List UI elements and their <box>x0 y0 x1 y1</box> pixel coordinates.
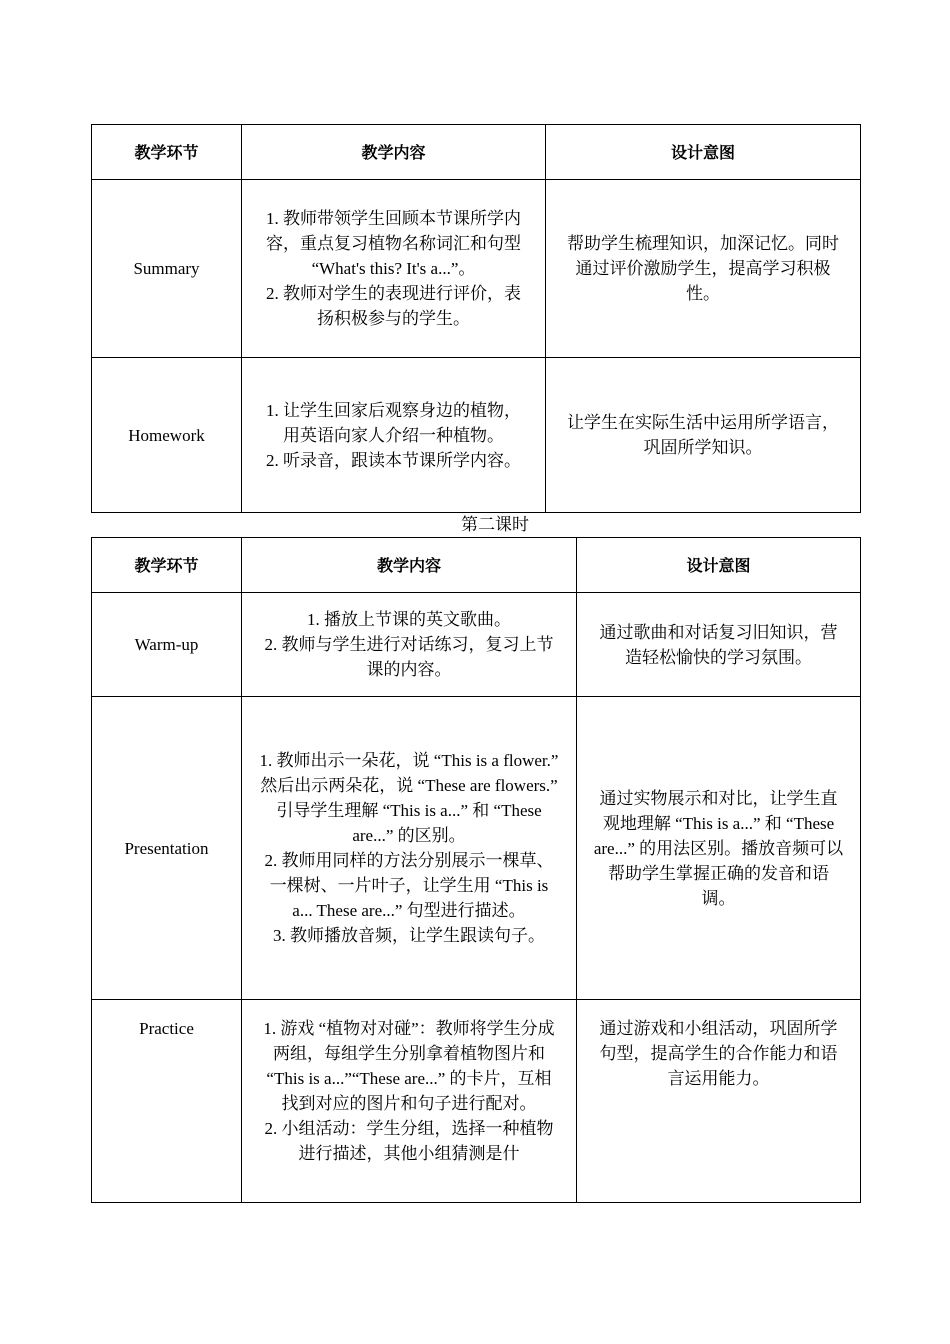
stage-cell: Summary <box>92 180 242 358</box>
table-row <box>92 593 861 697</box>
header-intent: 设计意图 <box>577 538 861 593</box>
content-item: 2. 听录音，跟读本节课所学内容。 <box>266 450 521 470</box>
table-row <box>92 358 861 513</box>
header-intent: 设计意图 <box>546 125 861 180</box>
content-cell <box>242 697 577 1000</box>
intent-cell: 帮助学生梳理知识，加深记忆。同时通过评价激励学生，提高学习积极性。 <box>546 180 861 358</box>
stage-cell: Warm-up <box>92 593 242 697</box>
content-item: 2. 教师与学生进行对话练习，复习上节课的内容。 <box>264 635 554 679</box>
intent-cell: 让学生在实际生活中运用所学语言，巩固所学知识。 <box>546 358 861 513</box>
stage-cell: Practice <box>92 1000 242 1203</box>
content-item: 3. 教师播放音频，让学生跟读句子。 <box>273 926 545 945</box>
intent-cell: 通过游戏和小组活动，巩固所学句型，提高学生的合作能力和语言运用能力。 <box>577 1000 861 1203</box>
content-item: 2. 教师对学生的表现进行评价，表扬积极参与的学生。 <box>266 284 521 328</box>
content-item: 2. 小组活动：学生分组，选择一种植物进行描述，其他小组猜测是什 <box>264 1119 554 1163</box>
header-stage: 教学环节 <box>92 538 242 593</box>
content-cell <box>242 358 546 513</box>
content-cell <box>242 1000 577 1203</box>
header-content: 教学内容 <box>242 125 546 180</box>
lesson-table-2 <box>91 537 861 1203</box>
intent-cell: 通过实物展示和对比，让学生直观地理解 “This is a...” 和 “These are...” 的用法区别。播放音频可以帮助学生掌握正确的发音和语调。 <box>577 697 861 1000</box>
content-item: 1. 教师出示一朵花，说 “This is a flower.” 然后出示两朵花，说 “These are flowers.” 引导学生理解 “This is a...” 和 “These are...” 的区别。 <box>259 751 559 845</box>
content-cell <box>242 593 577 697</box>
header-stage: 教学环节 <box>92 125 242 180</box>
content-item: 1. 游戏 “植物对对碰”：教师将学生分成两组，每组学生分别拿着植物图片和 “This is a...”“These are...” 的卡片，互相找到对应的图片和句子进行配对。 <box>263 1019 555 1113</box>
section-caption: 第二课时 <box>461 515 529 534</box>
table-row <box>92 1000 861 1203</box>
intent-cell: 通过歌曲和对话复习旧知识，营造轻松愉快的学习氛围。 <box>577 593 861 697</box>
table-header-row <box>92 125 861 180</box>
content-item: 2. 教师用同样的方法分别展示一棵草、一棵树、一片叶子，让学生用 “This is a... These are...” 句型进行描述。 <box>264 851 554 920</box>
header-content: 教学内容 <box>242 538 577 593</box>
table-row <box>92 180 861 358</box>
table-row <box>92 697 861 1000</box>
content-item: 1. 播放上节课的英文歌曲。 <box>307 610 511 629</box>
lesson-table-1 <box>91 124 861 513</box>
stage-cell: Homework <box>92 358 242 513</box>
content-item: 1. 教师带领学生回顾本节课所学内容，重点复习植物名称词汇和句型 “What's this? It's a...”。 <box>266 209 521 278</box>
content-item: 1. 让学生回家后观察身边的植物，用英语向家人介绍一种植物。 <box>266 400 521 445</box>
table-header-row <box>92 538 861 593</box>
stage-cell: Presentation <box>92 697 242 1000</box>
content-cell <box>242 180 546 358</box>
